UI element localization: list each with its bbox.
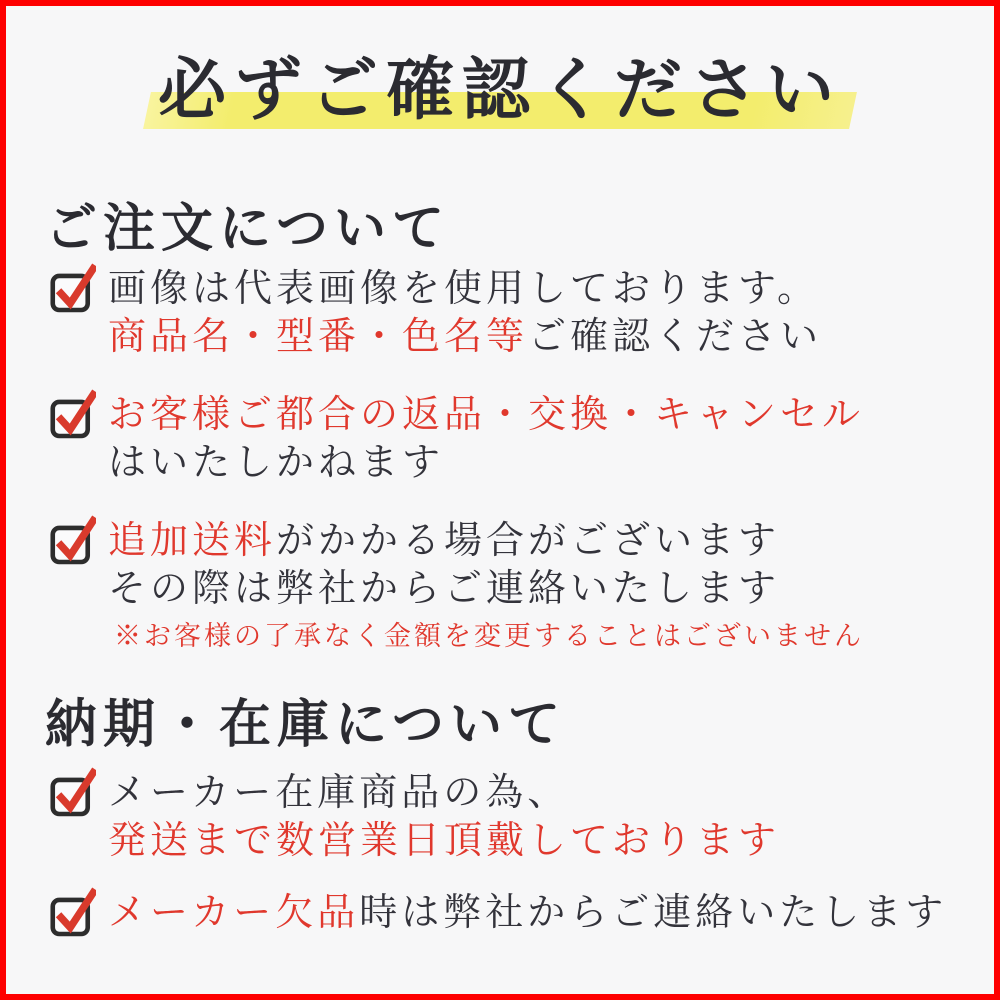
item-text — [108, 768, 780, 864]
list-item — [50, 516, 864, 654]
checkbox-checked-icon — [50, 384, 96, 442]
text-segment-red: お客様ご都合の返品・交換・キャンセル — [108, 392, 865, 436]
item-line — [108, 564, 864, 612]
item-line — [108, 516, 864, 564]
text-segment-red: メーカー欠品 — [108, 890, 360, 934]
text-segment: ご確認ください — [528, 314, 823, 358]
text-segment: はいたしかねます — [108, 440, 445, 484]
checkbox-checked-icon — [50, 882, 96, 940]
item-line — [108, 768, 780, 816]
text-segment: 画像は代表画像を使用しております。 — [108, 266, 819, 310]
checkbox-checked-icon — [50, 258, 96, 316]
disclaimer-note: ※お客様の了承なく金額を変更することはございません — [114, 621, 864, 652]
section-heading-stock: 納期・在庫について — [45, 694, 566, 755]
item-text — [108, 888, 947, 936]
checkbox-checked-icon — [50, 510, 96, 568]
text-segment: がかかる場合がございます — [276, 518, 781, 562]
checkbox-checked-icon — [50, 762, 96, 820]
item-text — [108, 264, 822, 360]
text-segment: 時は弊社からご連絡いたします — [359, 890, 948, 934]
text-segment: その際は弊社からご連絡いたします — [108, 566, 781, 610]
item-line — [108, 312, 822, 360]
item-line — [108, 264, 822, 312]
text-segment-red: 商品名・型番・色名等 — [108, 314, 529, 358]
text-segment: メーカー在庫商品の為、 — [108, 770, 570, 814]
text-segment-red: 発送まで数営業日頂戴しております — [108, 818, 781, 862]
list-item — [50, 768, 780, 864]
page-title: 必ずご確認ください — [157, 50, 842, 130]
section-heading-orders: ご注文について — [45, 198, 450, 259]
item-text — [108, 516, 864, 654]
text-segment-red: 追加送料 — [108, 518, 277, 562]
item-text — [108, 390, 864, 486]
item-line — [108, 816, 780, 864]
list-item — [50, 888, 947, 940]
item-line — [108, 888, 947, 936]
list-item — [50, 390, 864, 486]
item-line — [108, 438, 864, 486]
item-line — [108, 390, 864, 438]
list-item — [50, 264, 822, 360]
